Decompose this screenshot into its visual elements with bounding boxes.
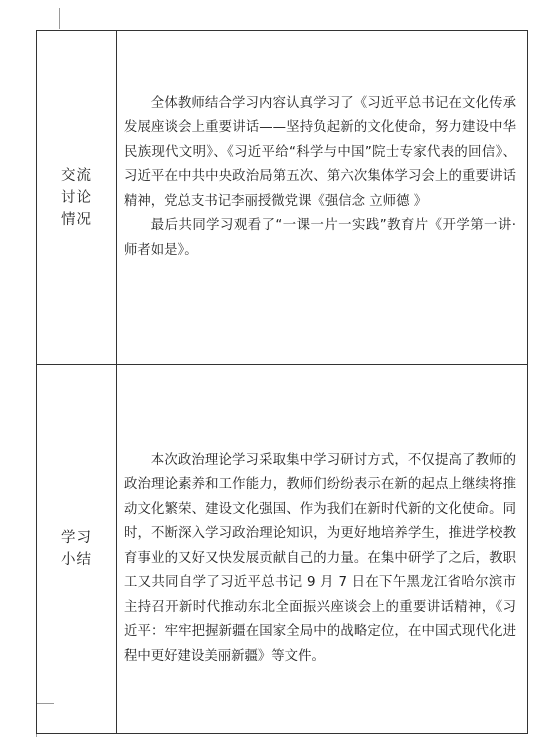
label-line: 小结 — [61, 552, 92, 568]
label-line: 学习 — [61, 530, 92, 546]
corner-mark-top-vertical — [59, 8, 60, 29]
summary-table — [36, 30, 528, 734]
content-cell-summary — [117, 365, 528, 734]
label-line: 讨论 — [61, 189, 92, 206]
table-row-discussion — [37, 31, 528, 365]
label-line: 情况 — [61, 211, 92, 228]
table-row-summary — [37, 365, 528, 734]
row-label-discussion — [61, 165, 92, 231]
paragraph-summary-1: 本次政治理论学习采取集中学习研讨方式，不仅提高了教师的政治理论素养和工作能力，教师们纷纷表示在新的起点上继续将推动文化繁荣、建设文化强国、作为我们在新时代新的文化使命。同时，不断深入学习政治理论知识，为更好地培养学生，推进学校教育事业的又好又快发展贡献自己的力量。在集中研学了之后，教职工又共同自学了习近平总书记 9 月 7 日在下午黑龙江省哈尔滨市主持召开新时代推动东北全面振兴座谈会上的重要讲话精神，《习近平：牢牢把握新疆在国家全局中的战略定位，在中国式现代化进程中更好建设美丽新疆》等文件。 — [124, 452, 516, 664]
row-label-summary — [61, 527, 92, 571]
label-cell-summary — [37, 365, 117, 734]
label-line: 交流 — [61, 167, 92, 184]
paragraph-discussion-2: 最后共同学习观看了“一课一片一实践”教育片《开学第一讲·师者如是》。 — [124, 218, 516, 258]
label-cell-discussion — [37, 31, 117, 365]
paragraph-discussion-1: 全体教师结合学习内容认真学习了《习近平总书记在文化传承发展座谈会上重要讲话——坚持负起新的文化使命，努力建设中华民族现代文明》、《习近平给“科学与中国”院士专家代表的回信》、习近平在中共中央政治局第五次、第六次集体学习会上的重要讲话精神，党总支书记李丽授微党课《强信念 立师德 》 — [124, 95, 516, 209]
content-cell-discussion — [117, 31, 528, 365]
